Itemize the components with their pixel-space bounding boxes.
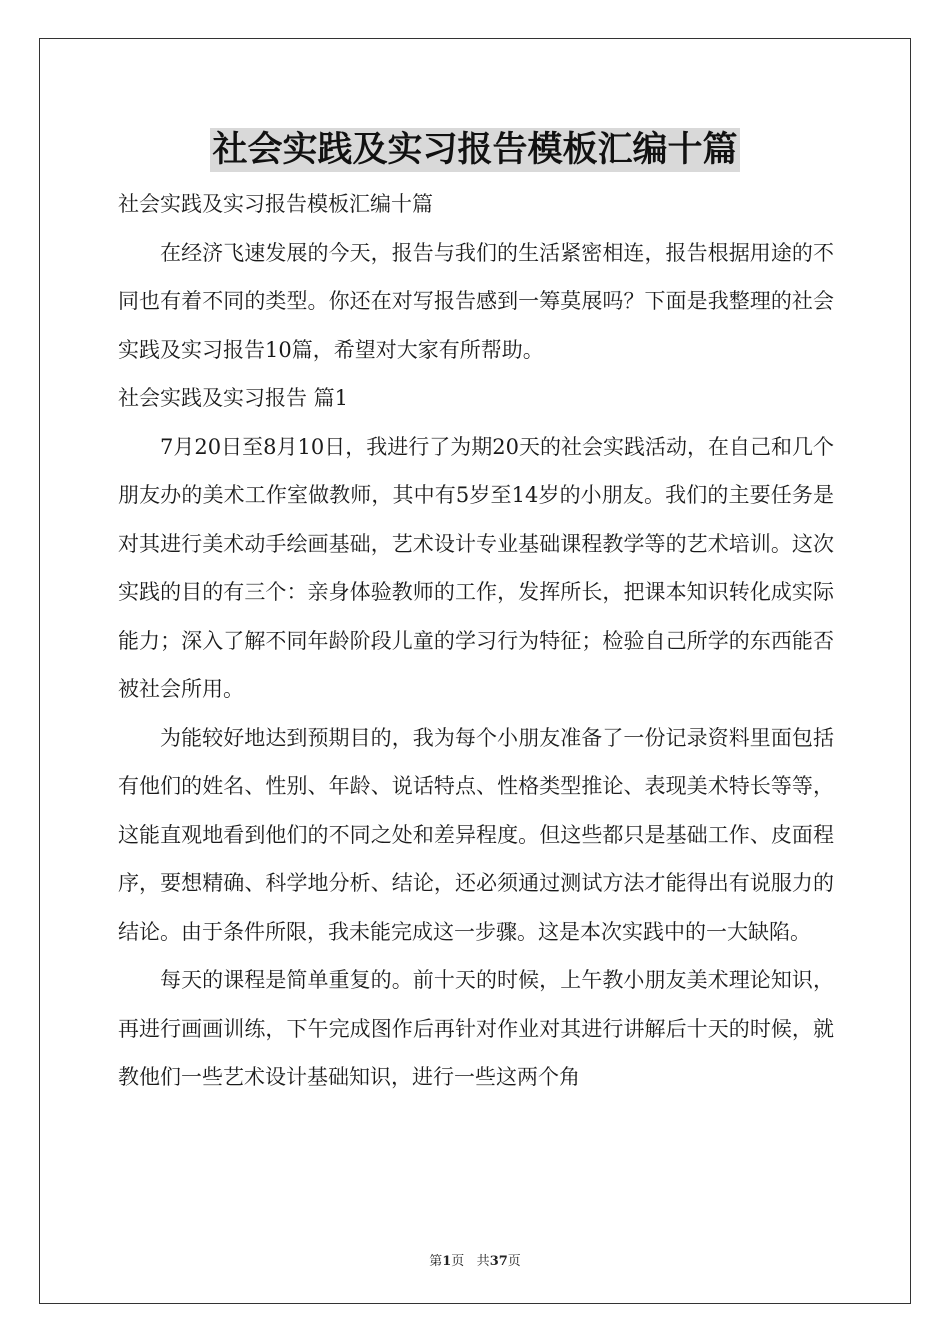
- intro-paragraph: 在经济飞速发展的今天，报告与我们的生活紧密相连，报告根据用途的不同也有着不同的类型。你还在对写报告感到一筹莫展吗？下面是我整理的社会实践及实习报告10篇，希望对大家有所帮助。: [118, 240, 834, 362]
- section-heading: 社会实践及实习报告 篇1: [118, 386, 349, 410]
- document-title-wrapper: [0, 128, 950, 172]
- subtitle-paragraph: 社会实践及实习报告模板汇编十篇: [118, 192, 433, 216]
- document-body: [118, 180, 834, 1102]
- page-footer: [0, 1250, 950, 1269]
- total-suffix: 页: [507, 1254, 521, 1269]
- body-paragraph: 每天的课程是简单重复的。前十天的时候，上午教小朋友美术理论知识，再进行画画训练，下午完成图作后再针对作业对其进行讲解后十天的时候，就教他们一些艺术设计基础知识，进行一些这两个角: [118, 968, 834, 1089]
- body-paragraph: 为能较好地达到预期目的，我为每个小朋友准备了一份记录资料里面包括有他们的姓名、性别、年龄、说话特点、性格类型推论、表现美术特长等等，这能直观地看到他们的不同之处和差异程度。但这些都只是基础工作、皮面程序，要想精确、科学地分析、结论，还必须通过测试方法才能得出有说服力的结论。由于条件所限，我未能完成这一步骤。这是本次实践中的一大缺陷。: [118, 725, 834, 944]
- page-prefix: 第: [429, 1254, 443, 1269]
- total-prefix: 共: [476, 1254, 490, 1269]
- page-number: 1: [442, 1254, 452, 1269]
- body-paragraph: 7月20日至8月10日，我进行了为期20天的社会实践活动，在自己和几个朋友办的美术工作室做教师，其中有5岁至14岁的小朋友。我们的主要任务是对其进行美术动手绘画基础，艺术设计专业基础课程教学等的艺术培训。这次实践的目的有三个：亲身体验教师的工作，发挥所长，把课本知识转化成实际能力；深入了解不同年龄阶段儿童的学习行为特征；检验自己所学的东西能否被社会所用。: [118, 434, 834, 701]
- page-suffix: 页: [451, 1254, 465, 1269]
- total-pages: 37: [489, 1254, 508, 1269]
- document-title: 社会实践及实习报告模板汇编十篇: [212, 129, 738, 170]
